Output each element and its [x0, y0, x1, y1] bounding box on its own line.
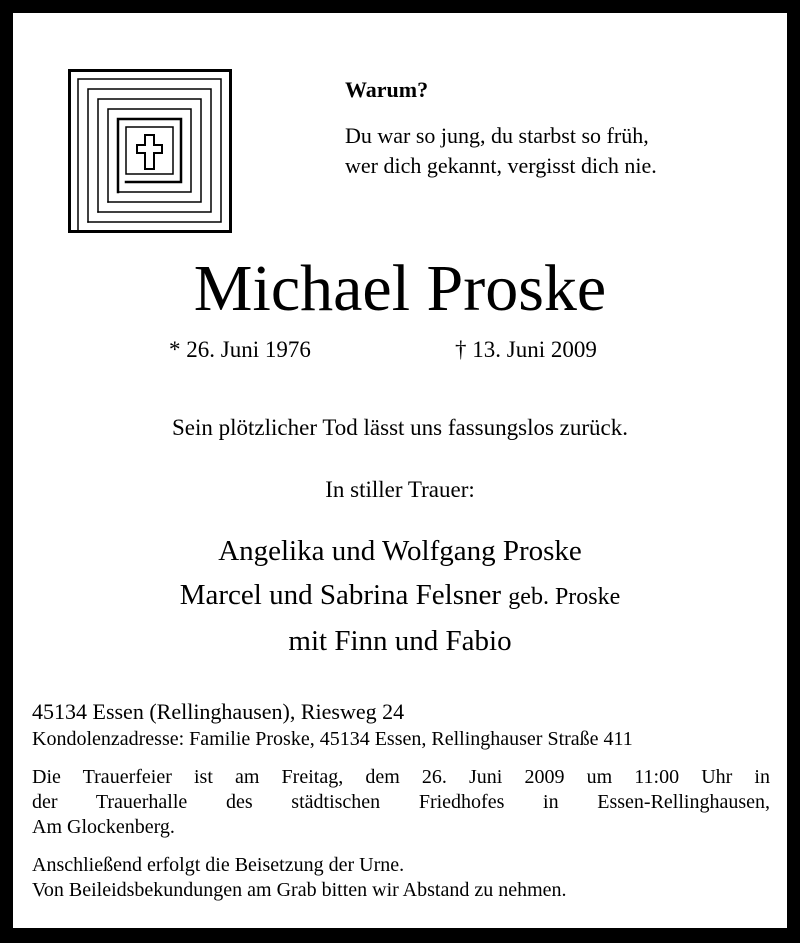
mourners-list: [13, 529, 787, 663]
burial-notice: [32, 853, 770, 903]
deceased-name: Michael Proske: [193, 252, 607, 325]
death-date: † 13. Juni 2009: [455, 337, 597, 362]
condolence-address: Kondolenzadresse: Familie Proske, 45134 Essen, Rellinghauser Straße 411: [32, 728, 633, 750]
shock-statement: Sein plötzlicher Tod lässt uns fassungslos zurück.: [172, 415, 628, 440]
mourner-line-1: Angelika und Wolfgang Proske: [218, 535, 582, 567]
mourning-intro: In stiller Trauer:: [325, 477, 475, 502]
mourner-line-3: mit Finn und Fabio: [288, 625, 512, 657]
mourner-line-2-maiden-name: geb. Proske: [508, 584, 621, 610]
ceremony-line-2: der Trauerhalle des städtischen Friedhofes in Essen-Rellinghausen,: [32, 791, 770, 813]
mourner-line-2: [13, 573, 787, 619]
birth-date: * 26. Juni 1976: [169, 337, 311, 362]
ceremony-details: [32, 765, 770, 840]
burial-line-2: Von Beileidsbekundungen am Grab bitten wir Abstand zu nehmen.: [32, 879, 567, 901]
family-address: 45134 Essen (Rellinghausen), Riesweg 24: [32, 699, 405, 724]
ceremony-line-1: Die Trauerfeier ist am Freitag, dem 26. Juni 2009 um 11:00 Uhr in: [32, 766, 770, 788]
motto-question: Warum?: [345, 77, 429, 102]
motto-block: [345, 75, 657, 181]
obituary-card: [13, 13, 787, 928]
motto-line-1: Du war so jung, du starbst so früh,: [345, 123, 649, 148]
cross-labyrinth-icon: [68, 69, 232, 238]
motto-line-2: wer dich gekannt, vergisst dich nie.: [345, 153, 657, 178]
mourner-line-2-names: Marcel und Sabrina Felsner: [179, 579, 502, 611]
ceremony-line-3: Am Glockenberg.: [32, 816, 175, 838]
burial-line-1: Anschließend erfolgt die Beisetzung der Urne.: [32, 854, 405, 876]
